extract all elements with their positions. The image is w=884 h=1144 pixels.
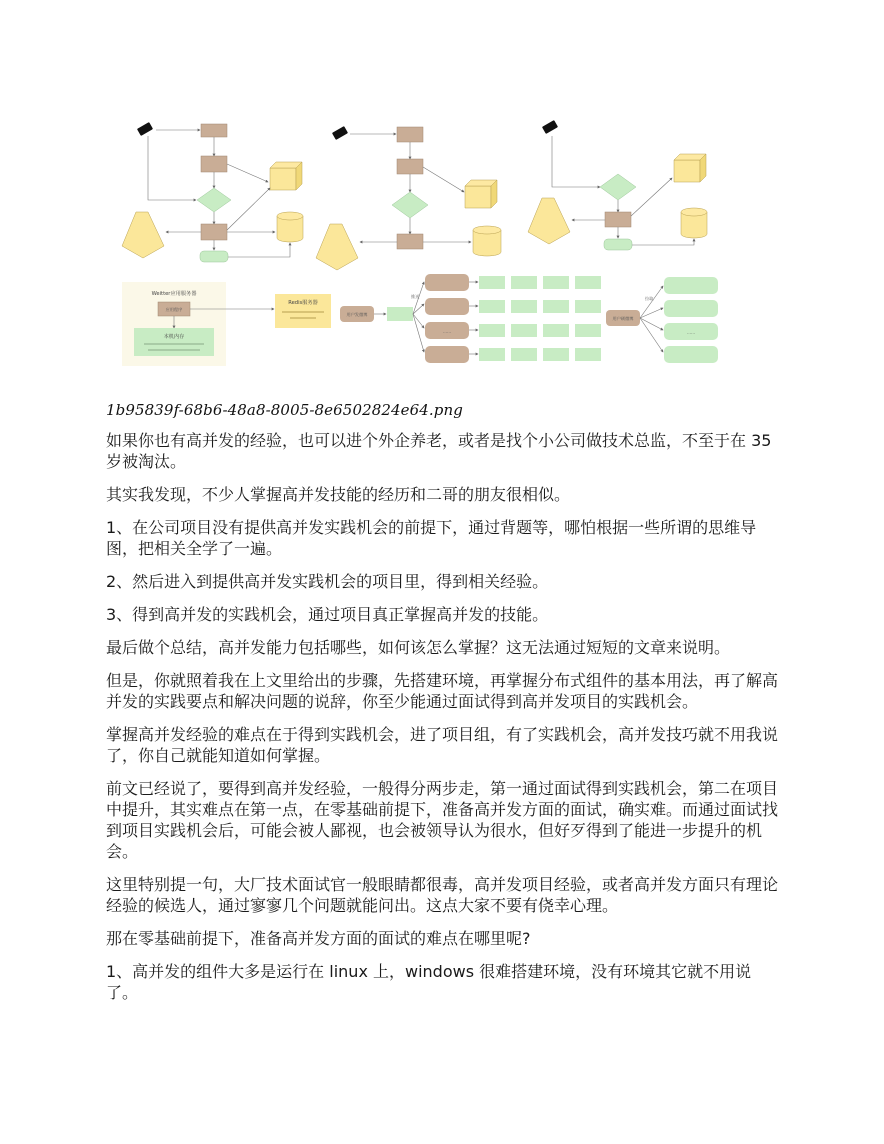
phone-icon: [332, 126, 348, 140]
flow-diagram-1: [122, 122, 303, 262]
phone-icon: [542, 120, 558, 134]
list-item: 2、然后进入到提供高并发实践机会的项目里，得到相关经验。: [106, 572, 549, 591]
svg-text:应用程序: 应用程序: [165, 307, 183, 312]
list-item: 1、高并发的组件大多是运行在 linux 上，windows 很难搭建环境，没有环境其它就不用说了。: [106, 962, 752, 1002]
paragraph: 最后做个总结，高并发能力包括哪些，如何该怎么掌握？这无法通过短短的文章来说明。: [106, 638, 731, 657]
paragraph: 掌握高并发经验的难点在于得到实践机会，进了项目组，有了实践机会，高并发技巧就不用我说了，你自己就能知道如何掌握。: [106, 725, 779, 765]
paragraph: 如果你也有高并发的经验，也可以进个外企养老，或者是找个小公司做技术总监，不至于在 35 岁被淘汰。: [106, 431, 772, 471]
figure-caption: 1b95839f-68b6-48a8-8005-8e6502824e64.png: [106, 401, 463, 419]
pull-fanout-diagram: [606, 277, 718, 363]
push-fanout-diagram: [340, 274, 601, 363]
follower-rows: [425, 274, 601, 363]
paragraph: 前文已经说了，要得到高并发经验，一般得分两步走，第一通过面试得到实践机会，第二在项目中提升，其实难点在第一点，在零基础前提下，准备高并发方面的面试，确实难。而通过面试找到项目实践机会后，可能会被人鄙视，也会被领导认为很水，但好歹得到了能进一步提升的机会。: [106, 779, 779, 861]
svg-text:Redis服务器: Redis服务器: [288, 300, 318, 306]
flow-diagram-2: [316, 126, 501, 270]
svg-text:推送: 推送: [411, 294, 420, 299]
svg-text:用户刷微博: 用户刷微博: [612, 316, 634, 321]
paragraph: 那在零基础前提下，准备高并发方面的面试的难点在哪里呢?: [106, 929, 531, 948]
svg-text:……: ……: [442, 329, 452, 334]
svg-text:……: ……: [686, 330, 696, 335]
phone-icon: [137, 122, 153, 136]
flow-diagram-3: [528, 120, 707, 250]
paragraph: 这里特别提一句，大厂技术面试官一般眼睛都很毒，高并发项目经验，或者高并发方面只有理论经验的候选人，通过寥寥几个问题就能问出。这点大家不要有侥幸心理。: [106, 875, 779, 915]
svg-text:用户发微博: 用户发微博: [346, 312, 368, 317]
paragraph: 其实我发现，不少人掌握高并发技能的经历和二哥的朋友很相似。: [106, 485, 571, 504]
list-item: 3、得到高并发的实践机会，通过项目真正掌握高并发的技能。: [106, 605, 549, 624]
list-item: 1、在公司项目没有提供高并发实践机会的前提下，通过背题等，哪怕根据一些所谓的思维导图，把相关全学了一遍。: [106, 518, 757, 558]
architecture-diagram-figure: [118, 112, 722, 378]
article-body: [106, 430, 782, 1015]
weitter-title: Weitter应用服务器: [151, 291, 197, 297]
paragraph: 但是，你就照着我在上文里给出的步骤，先搭建环境，再掌握分布式组件的基本用法，再了解高并发的实践要点和解决问题的说辞，你至少能通过面试得到高并发项目的实践机会。: [106, 671, 779, 711]
svg-text:拉取: 拉取: [645, 296, 654, 301]
svg-text:本机内存: 本机内存: [163, 334, 185, 340]
weitter-server-diagram: [122, 282, 331, 366]
architecture-diagram: [118, 112, 722, 378]
